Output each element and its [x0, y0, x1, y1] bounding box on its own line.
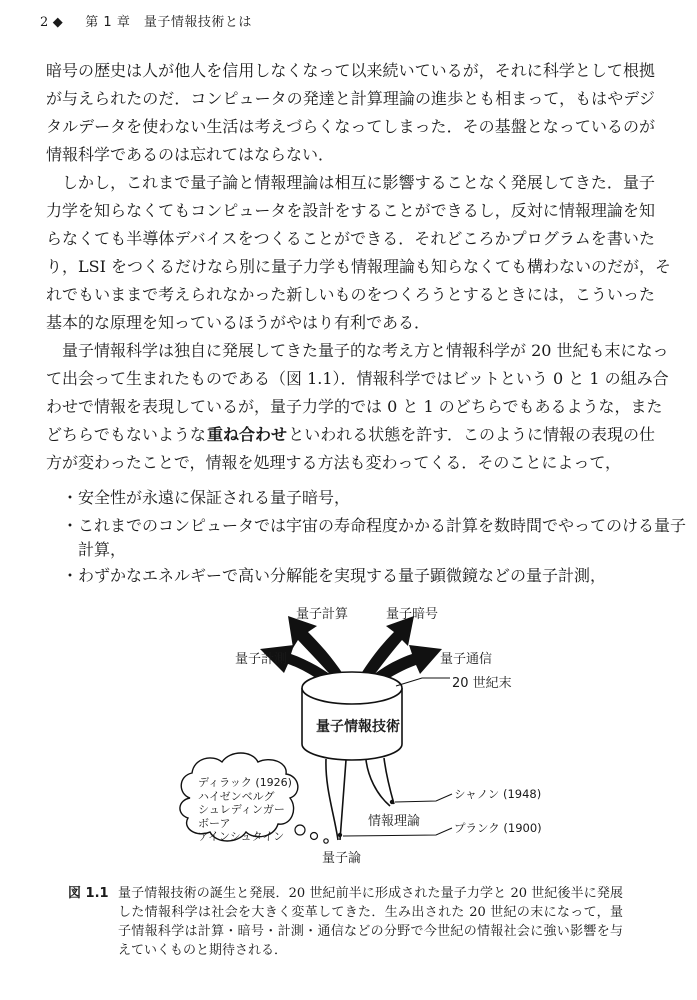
cloud-bubble	[324, 839, 328, 843]
century-leader	[396, 678, 450, 686]
paragraph-line: タルデータを使わない生活は考えづらくなってしまった．その基盤となっているのが	[46, 117, 655, 136]
pioneers-list	[198, 776, 308, 844]
paragraph-line: が与えられたのだ．コンピュータの発達と計算理論の進歩とも相まって，もはやデジ	[46, 89, 655, 108]
cylinder-top	[302, 672, 402, 704]
page-number: 2	[40, 15, 49, 30]
bullet-item: ・わずかなエネルギーで高い分解能を実現する量子顕微鏡などの量子計測，	[62, 566, 607, 585]
label-quantum-cryptography: 量子暗号	[386, 607, 439, 622]
superposition-term: 重ね合わせ	[207, 425, 288, 444]
caption-line: 量子情報技術の誕生と発展．20 世紀前半に形成された量子力学と 20 世紀後半に発展	[118, 886, 623, 901]
label-quantum-measurement: 量子計測	[235, 652, 288, 667]
label-quantum-info-tech: 量子情報技術	[316, 719, 400, 735]
running-head	[40, 11, 252, 30]
shannon-leader	[395, 794, 452, 802]
pioneer-name: ディラック (1926)	[198, 776, 292, 789]
caption-label: 図 1.1	[68, 886, 109, 901]
label-quantum-communication: 量子通信	[440, 652, 493, 667]
pioneer-name: シュレディンガー	[198, 803, 285, 816]
planck-leader	[343, 828, 452, 836]
paragraph-line: らなくても半導体デバイスをつくることができる．それどころかプログラムを書いた	[46, 229, 655, 248]
pioneer-name: ハイゼンベルグ	[198, 789, 275, 803]
bullet-item: ・安全性が永遠に保証される量子暗号，	[62, 488, 351, 507]
pioneer-name: アインシュタイン	[198, 830, 285, 843]
info-theory-root	[366, 758, 394, 806]
paragraph-line: 基本的な原理を知っているほうがやはり有利である．	[46, 313, 431, 332]
paragraph-segment: どちらでもないような	[46, 425, 206, 444]
diamond-icon: ◆	[52, 15, 64, 30]
paragraph-line: れでもいままで考えられなかった新しいものをつくろうとするときには，こういった	[46, 285, 655, 304]
caption-line: した情報科学は社会を大きく変革してきた．生み出された 20 世紀の末になって，量	[118, 905, 623, 920]
label-shannon: シャノン (1948)	[454, 787, 542, 801]
label-20th-century-end: 20 世紀末	[452, 676, 512, 691]
planck-dot	[338, 833, 342, 837]
chapter-title: 第 1 章 量子情報技術とは	[85, 15, 252, 30]
label-planck: プランク (1900)	[454, 821, 542, 835]
paragraph-segment: といわれる状態を許す．このように情報の表現の仕	[288, 425, 655, 444]
quantum-theory-root	[326, 759, 346, 840]
paragraph-line: 量子情報科学は独自に発展してきた量子的な考え方と情報科学が 20 世紀も末になっ	[46, 341, 669, 360]
bullet-item: ・これまでのコンピュータでは宇宙の寿命程度かかる計算を数時間でやってのける量子	[62, 516, 687, 535]
paragraph-line: しかし，これまで量子論と情報理論は相互に影響することなく発展してきた．量子	[46, 173, 655, 192]
paragraph-line: 暗号の歴史は人が他人を信用しなくなって以来続いているが，それに科学として根拠	[46, 61, 655, 80]
bullet-item-continuation: 計算，	[78, 540, 127, 559]
cloud-bubble	[311, 833, 318, 840]
label-quantum-theory: 量子論	[322, 851, 362, 866]
paragraph-line	[46, 425, 655, 445]
figure-1-1	[150, 598, 550, 870]
paragraph-line: り，LSI をつくるだけなら別に量子力学も情報理論も知らなくても構わないのだが，そ	[46, 257, 671, 276]
caption-line: 子情報科学は計算・暗号・計測・通信などの分野で今世紀の情報社会に強い影響を与	[118, 924, 623, 939]
paragraph-line: て出会って生まれたものである（図 1.1）．情報科学ではビットという 0 と 1 の組み合	[46, 369, 669, 388]
label-quantum-computing: 量子計算	[296, 607, 349, 622]
shannon-dot	[390, 800, 394, 804]
label-info-theory: 情報理論	[368, 814, 421, 829]
paragraph-line: 情報科学であるのは忘れてはならない．	[46, 145, 335, 164]
pioneer-name: ボーア	[198, 816, 231, 830]
paragraph-line: 力学を知らなくてもコンピュータを設計をすることができるし，反対に情報理論を知	[46, 201, 655, 220]
caption-line: えていくものと期待される．	[118, 943, 288, 958]
paragraph-line: 方が変わったことで，情報を処理する方法も変わってくる．そのことによって，	[46, 453, 622, 472]
paragraph-line: わせで情報を表現しているが，量子力学的では 0 と 1 のどちらでもあるような，また	[46, 397, 663, 416]
